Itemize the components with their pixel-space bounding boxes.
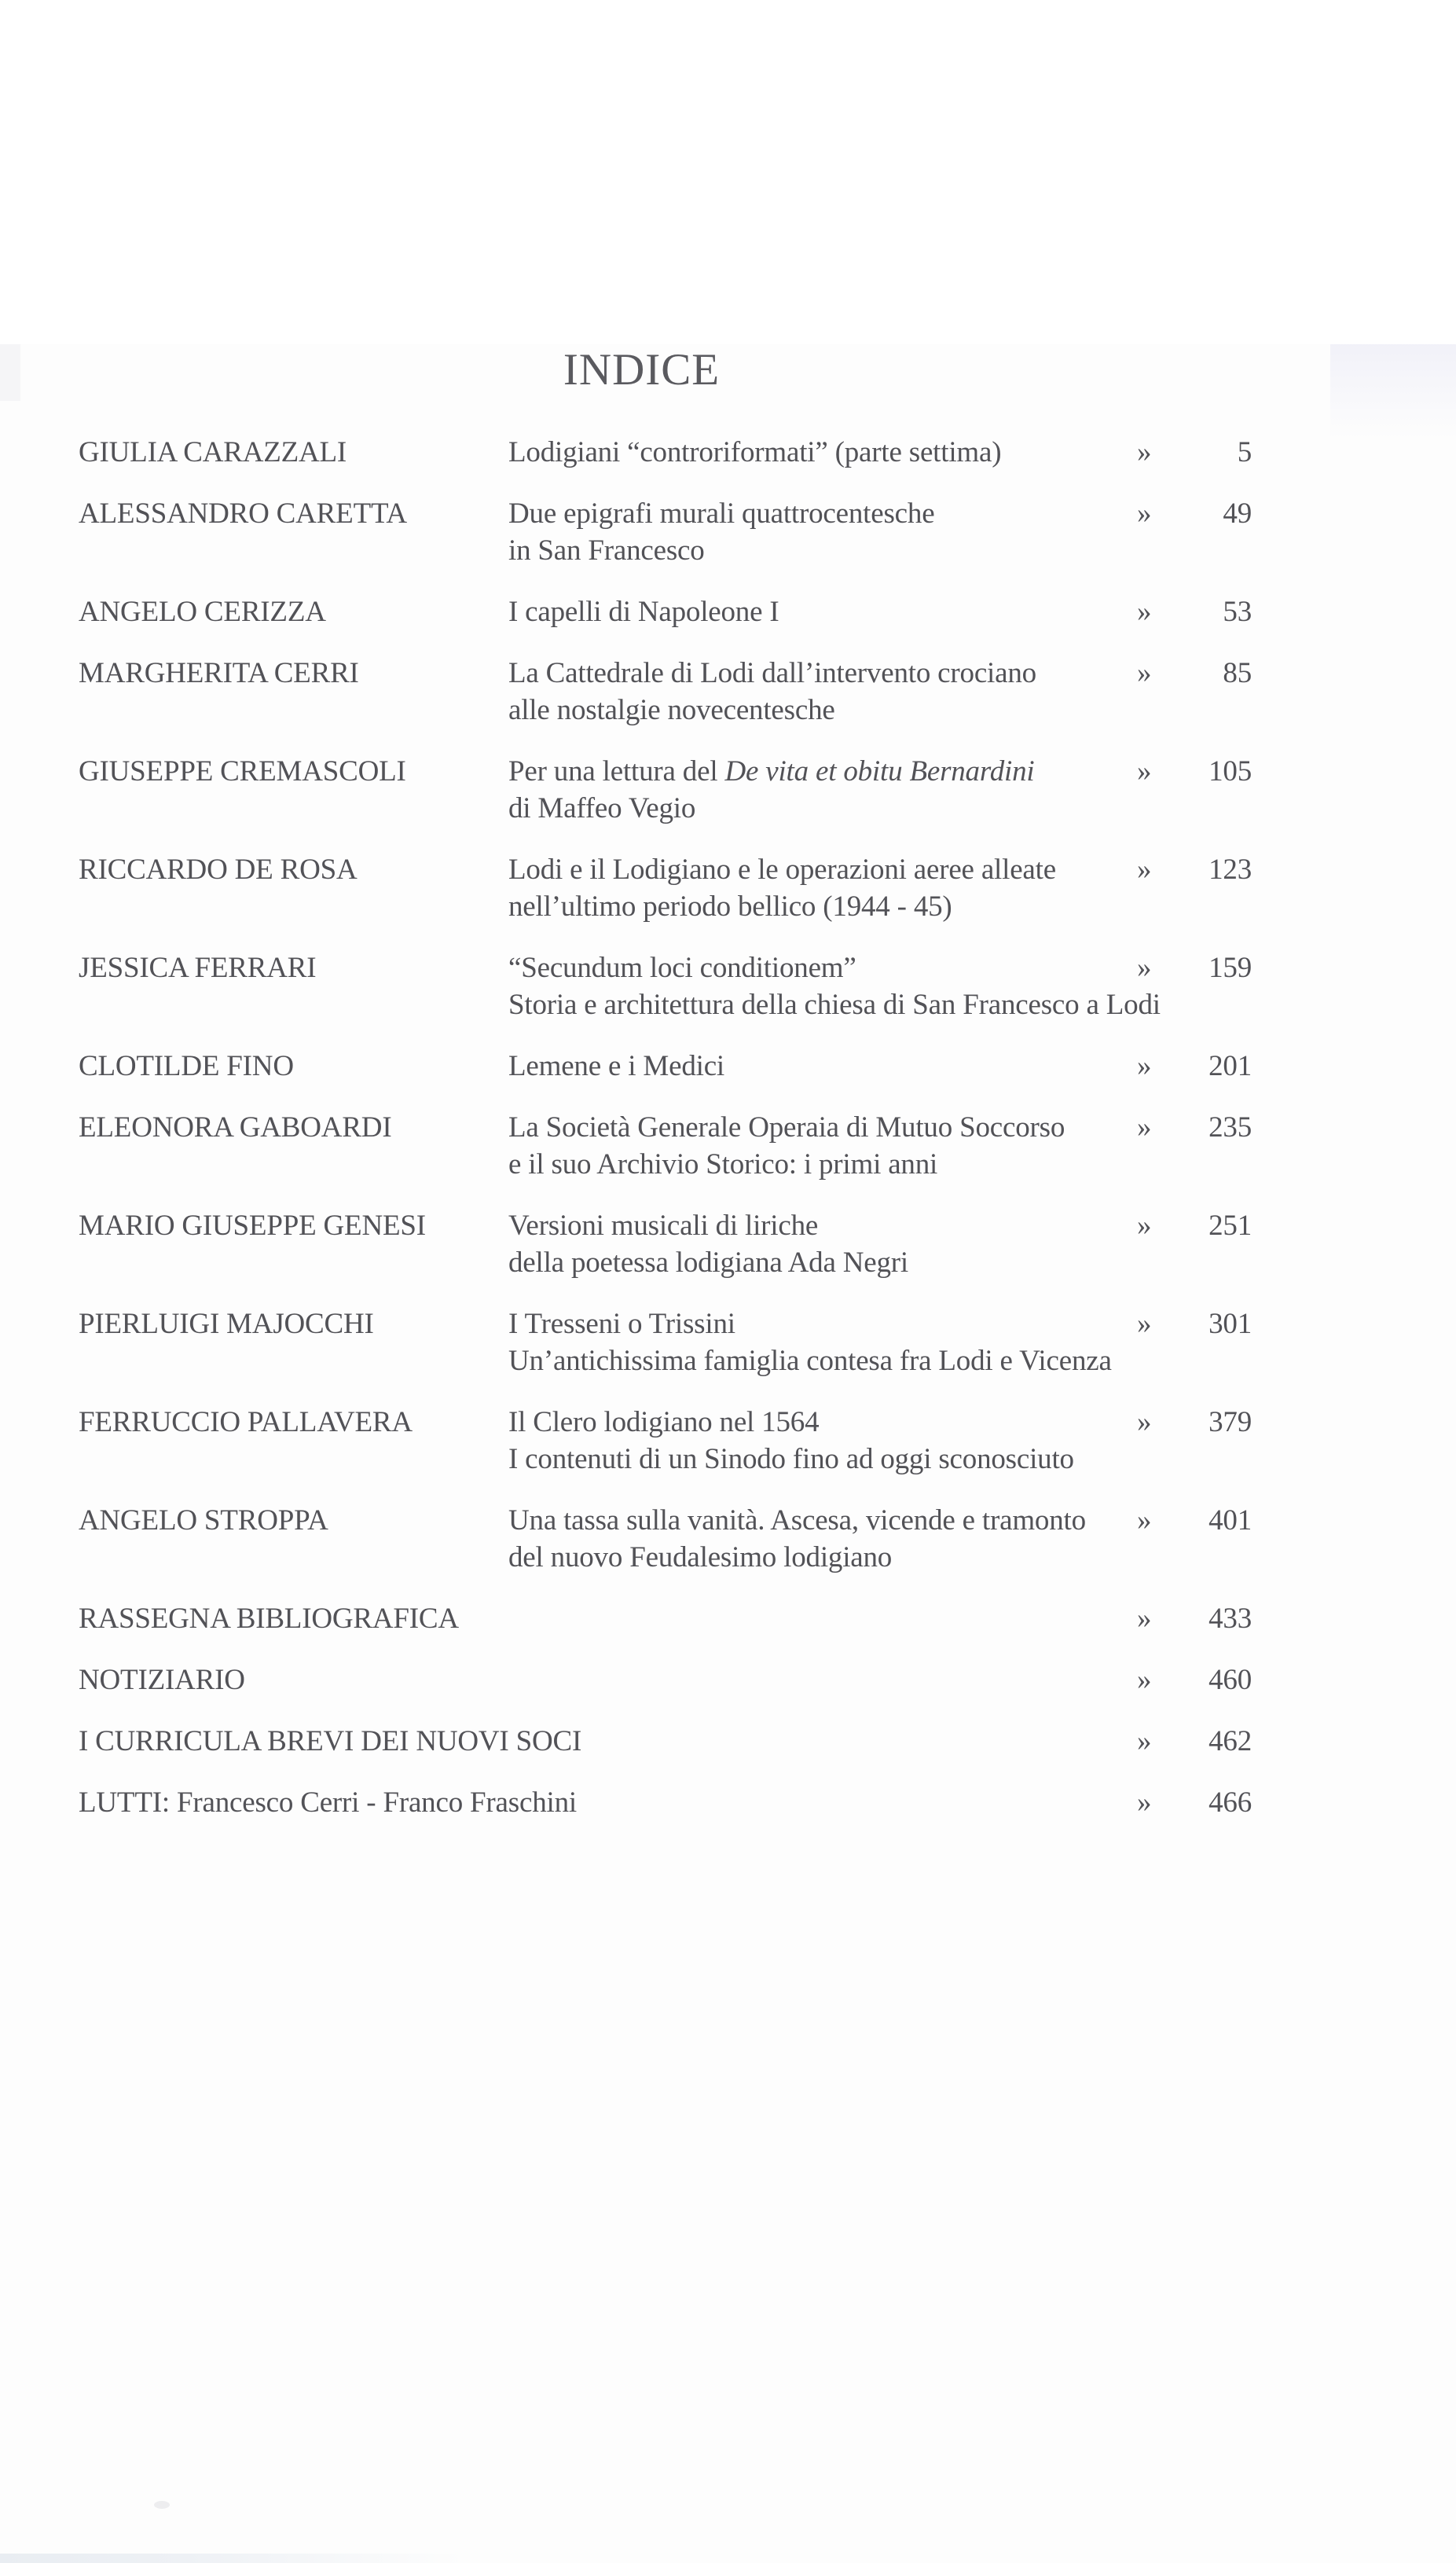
- title-line: [508, 655, 1137, 692]
- page-number: 49: [1223, 497, 1252, 530]
- title-segment: Un’antichissima famiglia contesa fra Lodi e Vicenza: [508, 1344, 1112, 1377]
- toc-entry: [79, 949, 1252, 1023]
- toc-entry: [79, 1502, 1252, 1576]
- ditto-mark: »: [1137, 656, 1152, 689]
- title-line: [508, 1305, 1137, 1342]
- author-name: MARGHERITA CERRI: [79, 656, 359, 689]
- article-title: [508, 1502, 1137, 1576]
- page-number: 466: [1208, 1786, 1252, 1819]
- ditto-mark: »: [1137, 1111, 1152, 1144]
- ditto-mark: »: [1137, 1405, 1152, 1438]
- author-name: ELEONORA GABOARDI: [79, 1111, 392, 1144]
- author-name: ANGELO CERIZZA: [79, 595, 326, 628]
- ditto-mark: »: [1137, 1663, 1152, 1696]
- title-line: [508, 1441, 1137, 1478]
- article-title: [508, 1404, 1137, 1478]
- author-name: MARIO GIUSEPPE GENESI: [79, 1209, 426, 1242]
- title-segment: “Secundum loci conditionem”: [508, 951, 856, 984]
- title-segment: della poetessa lodigiana Ada Negri: [508, 1246, 908, 1279]
- page-number: 462: [1208, 1724, 1252, 1757]
- toc-entry: [79, 655, 1252, 729]
- toc-entry: [79, 1048, 1252, 1085]
- title-segment: del nuovo Feudalesimo lodigiano: [508, 1540, 893, 1573]
- author-name: ANGELO STROPPA: [79, 1504, 328, 1537]
- title-segment: Versioni musicali di liriche: [508, 1209, 819, 1242]
- ditto-mark: »: [1137, 1307, 1152, 1340]
- title-line: [508, 986, 1161, 1023]
- title-line: [508, 753, 1137, 790]
- author-name: PIERLUIGI MAJOCCHI: [79, 1307, 374, 1340]
- article-title: [508, 495, 1137, 569]
- ditto-mark: »: [1137, 1209, 1152, 1242]
- author-name: RICCARDO DE ROSA: [79, 853, 358, 886]
- title-segment: Una tassa sulla vanità. Ascesa, vicende e tramonto: [508, 1504, 1086, 1537]
- page-title: INDICE: [563, 345, 721, 395]
- title-line: [508, 1109, 1137, 1146]
- title-segment: e il suo Archivio Storico: i primi anni: [508, 1147, 938, 1181]
- title-segment: in San Francesco: [508, 534, 705, 567]
- toc-entry: [79, 434, 1252, 471]
- toc-entry: [79, 753, 1252, 827]
- title-line: [508, 851, 1137, 888]
- ditto-mark: »: [1137, 1786, 1152, 1819]
- author-name: CLOTILDE FINO: [79, 1049, 294, 1082]
- title-segment: Lemene e i Medici: [508, 1049, 725, 1082]
- ditto-mark: »: [1137, 951, 1152, 984]
- title-segment-italic: De vita et obitu Bernardini: [724, 755, 1035, 788]
- author-name: ALESSANDRO CARETTA: [79, 497, 407, 530]
- toc-entry: [79, 593, 1252, 630]
- author-name: RASSEGNA BIBLIOGRAFICA: [79, 1602, 459, 1635]
- title-line: [508, 495, 1137, 532]
- title-line: [508, 1342, 1137, 1379]
- title-segment: nell’ultimo periodo bellico (1944 - 45): [508, 890, 952, 923]
- scan-artifact-bottom-edge: [0, 2554, 464, 2563]
- scan-artifact-top-left: [0, 344, 20, 401]
- author-name: JESSICA FERRARI: [79, 951, 317, 984]
- toc-list: [79, 434, 1252, 1821]
- author-name: NOTIZIARIO: [79, 1663, 245, 1696]
- title-segment: I Tresseni o Trissini: [508, 1307, 735, 1340]
- toc-entry: [79, 1662, 1252, 1698]
- title-segment: I contenuti di un Sinodo fino ad oggi sconosciuto: [508, 1442, 1074, 1475]
- ditto-mark: »: [1137, 755, 1152, 788]
- title-line: [508, 1404, 1137, 1441]
- article-title: [508, 593, 1137, 630]
- title-segment: Per una lettura del: [508, 755, 725, 788]
- title-line: [508, 1244, 1137, 1281]
- title-segment: Il Clero lodigiano nel 1564: [508, 1405, 820, 1438]
- article-title: [508, 655, 1137, 729]
- page-number: 159: [1208, 951, 1252, 984]
- page-number: 433: [1208, 1602, 1252, 1635]
- article-title: [508, 851, 1137, 925]
- title-segment: La Cattedrale di Lodi dall’intervento crociano: [508, 656, 1036, 689]
- author-name: FERRUCCIO PALLAVERA: [79, 1405, 413, 1438]
- page-number: 53: [1223, 595, 1252, 628]
- ditto-mark: »: [1137, 595, 1152, 628]
- title-line: [508, 434, 1137, 471]
- ditto-mark: »: [1137, 435, 1152, 468]
- title-line: [508, 888, 1137, 925]
- title-segment: Storia e architettura della chiesa di San Francesco a Lodi: [508, 988, 1161, 1021]
- page-number: 201: [1208, 1049, 1252, 1082]
- article-title: [508, 1109, 1137, 1183]
- ditto-mark: »: [1137, 1049, 1152, 1082]
- article-title: [508, 1207, 1137, 1281]
- article-title: [508, 753, 1137, 827]
- scanned-toc-page: [0, 344, 1456, 2563]
- title-segment: alle nostalgie novecentesche: [508, 693, 835, 726]
- author-name: LUTTI: Francesco Cerri - Franco Fraschini: [79, 1786, 577, 1819]
- author-name: GIULIA CARAZZALI: [79, 435, 347, 468]
- article-title: [508, 434, 1137, 471]
- page-number: 105: [1208, 755, 1252, 788]
- toc-entry: [79, 851, 1252, 925]
- author-name: GIUSEPPE CREMASCOLI: [79, 755, 406, 788]
- title-segment: Lodigiani “controriformati” (parte settima): [508, 435, 1002, 468]
- toc-entry: [79, 1600, 1252, 1637]
- ditto-mark: »: [1137, 1724, 1152, 1757]
- title-segment: I capelli di Napoleone I: [508, 595, 779, 628]
- title-segment: Lodi e il Lodigiano e le operazioni aeree alleate: [508, 853, 1056, 886]
- scan-artifact-smudge: [154, 2501, 170, 2509]
- page-number: 5: [1237, 435, 1252, 468]
- ditto-mark: »: [1137, 497, 1152, 530]
- page-number: 460: [1208, 1663, 1252, 1696]
- title-line: [508, 1502, 1137, 1539]
- page-number: 123: [1208, 853, 1252, 886]
- toc-entry: [79, 1784, 1252, 1821]
- title-line: [508, 1048, 1137, 1085]
- title-line: [508, 790, 1137, 827]
- article-title: [508, 1048, 1137, 1085]
- toc-entry: [79, 1109, 1252, 1183]
- page-number: 85: [1223, 656, 1252, 689]
- page-number: 235: [1208, 1111, 1252, 1144]
- title-segment: La Società Generale Operaia di Mutuo Soccorso: [508, 1111, 1065, 1144]
- page-number: 401: [1208, 1504, 1252, 1537]
- author-name: I CURRICULA BREVI DEI NUOVI SOCI: [79, 1724, 582, 1757]
- ditto-mark: »: [1137, 853, 1152, 886]
- article-title: [508, 1305, 1137, 1379]
- page-number: 379: [1208, 1405, 1252, 1438]
- toc-entry: [79, 1305, 1252, 1379]
- page-number: 251: [1208, 1209, 1252, 1242]
- toc-entry: [79, 1404, 1252, 1478]
- title-line: [508, 1539, 1137, 1576]
- title-segment: di Maffeo Vegio: [508, 791, 696, 824]
- title-line: [508, 1146, 1137, 1183]
- title-line: [508, 949, 1137, 986]
- article-title: [508, 949, 1161, 1023]
- title-line: [508, 532, 1137, 569]
- toc-entry: [79, 1207, 1252, 1281]
- title-line: [508, 692, 1137, 729]
- title-segment: Due epigrafi murali quattrocentesche: [508, 497, 935, 530]
- ditto-mark: »: [1137, 1504, 1152, 1537]
- toc-entry: [79, 495, 1252, 569]
- page-number: 301: [1208, 1307, 1252, 1340]
- title-line: [508, 593, 1137, 630]
- title-line: [508, 1207, 1137, 1244]
- toc-entry: [79, 1723, 1252, 1760]
- scan-artifact-top-right: [1330, 344, 1456, 439]
- ditto-mark: »: [1137, 1602, 1152, 1635]
